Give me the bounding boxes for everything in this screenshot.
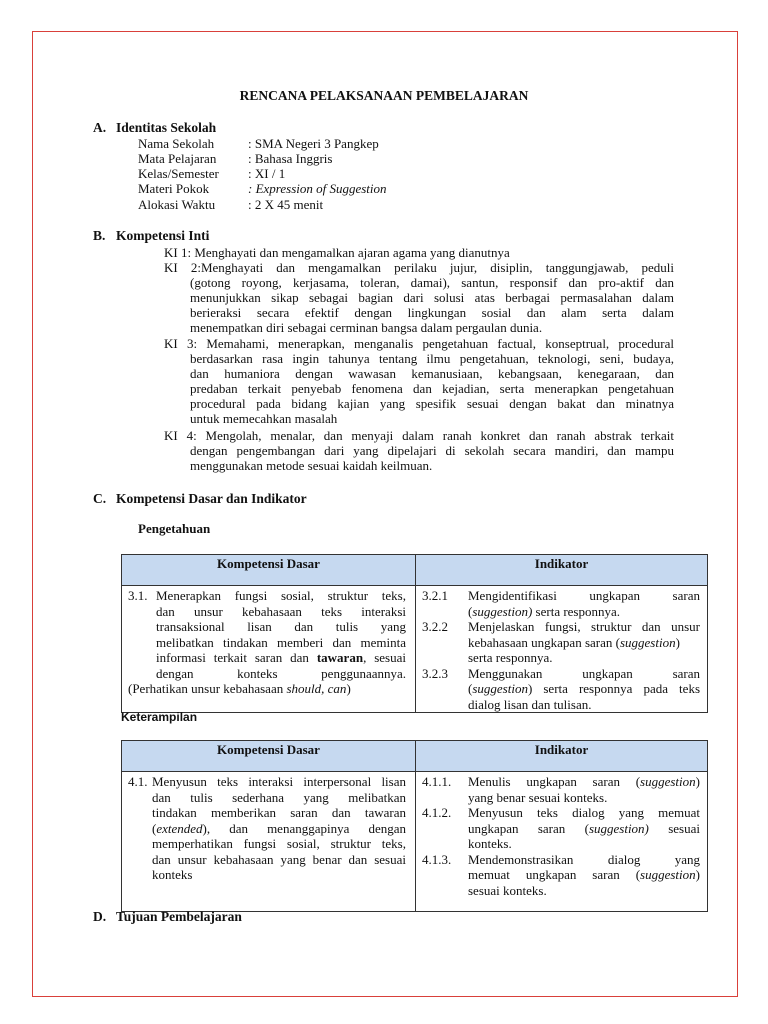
- kd-line: memperhatikan fungsi sosial, struktur teks,: [152, 836, 406, 851]
- indicator-text: memuat ungkapan saran (: [468, 867, 641, 882]
- kd-text: informasi terkait saran dan: [156, 650, 317, 665]
- ki-3-line: dan humaniora dengan wawasan kemanusiaan, kebangsaan, kenegaraan, dan: [190, 366, 674, 381]
- indicator-number: 3.2.2: [422, 619, 448, 634]
- indicator-line: [468, 867, 700, 883]
- indicator-italic-text: suggestion): [472, 603, 533, 619]
- kd-line: transaksional lisan dan tulis yang: [156, 619, 406, 634]
- kd-italic-text: extended: [156, 820, 203, 836]
- indicator-line: Mendemonstrasikan dialog yang: [468, 851, 700, 867]
- indicator-text: ): [675, 634, 680, 650]
- indicator-text: kebahasaan ungkapan saran (: [468, 634, 620, 650]
- section-d-number: D.: [93, 909, 107, 924]
- kd-line: melibatkan tindakan memberi dan meminta: [156, 634, 406, 650]
- indicator-line: Menggunakan ungkapan saran: [468, 665, 700, 681]
- indicator-line: Menjelaskan fungsi, struktur dan unsur: [468, 619, 700, 634]
- ki-3-line: KI 3: Memahami, menerapkan, menganalis pengetahuan factual, konseptrual, procedural: [164, 336, 674, 351]
- ki-3-line: predaban terkait penyebab fenomena dan kejadian, serta menerapkan pengetahuan: [190, 381, 674, 396]
- section-b-title: Kompetensi Inti: [116, 228, 210, 243]
- indicator-line: Menyusun teks dialog yang memuat: [468, 805, 700, 820]
- indicator-line: [468, 821, 700, 837]
- indicator-number: 3.2.1: [422, 588, 448, 603]
- value-materi-pokok: : Expression of Suggestion: [248, 181, 387, 196]
- ki-2: [164, 260, 674, 335]
- kd-line: [156, 650, 406, 666]
- ki-3: [164, 336, 674, 426]
- indicator-line: [468, 774, 700, 790]
- indicator-text: (: [468, 603, 473, 619]
- kd-line: dan unsur kebahasaan yang benar dan sesuai: [152, 851, 406, 867]
- kd-line: dan tulis sederhana yang melibatkan: [152, 789, 406, 805]
- indicator-italic-text: suggestion: [640, 774, 696, 789]
- kd-bold-text: tawaran: [316, 650, 364, 665]
- indicator-cell: [416, 586, 708, 713]
- keterampilan-label: Keterampilan: [121, 710, 198, 724]
- indicator-text: ungkapan saran (: [468, 820, 589, 836]
- table-row: [122, 772, 708, 912]
- section-a-heading: [93, 120, 216, 135]
- indicator-italic-text: suggestion: [472, 681, 528, 696]
- label-materi-pokok: Materi Pokok: [138, 181, 210, 196]
- ki-3-line: procedural pada bidang kajian yang spesifik sesuai dengan bakat dan minatnya: [190, 396, 674, 411]
- ki-1: [164, 245, 674, 260]
- ki-4-line: menggunakan metode sesuai kaidah keilmuan.: [190, 458, 433, 473]
- indicator-text: sesuai: [648, 820, 700, 836]
- table-header-row: [122, 555, 708, 586]
- label-kelas-semester: Kelas/Semester: [138, 166, 219, 181]
- kd-line: [152, 821, 406, 837]
- ki-4-line: dengan pengembangan dari yang dipelajari di sekolah secara mandiri, dan mampu: [190, 443, 674, 458]
- indicator-text: ): [695, 774, 700, 789]
- indicator-number: 3.2.3: [422, 665, 448, 681]
- indicator-text: Menulis ungkapan saran (: [468, 774, 641, 789]
- label-alokasi-waktu: Alokasi Waktu: [138, 197, 216, 212]
- label-mata-pelajaran: Mata Pelajaran: [138, 151, 217, 166]
- indicator-number: 4.1.3.: [422, 851, 452, 867]
- kd-cell: [122, 586, 416, 713]
- ki-2-line: menempatkan diri sebagai cerminan bangsa dalam pergaulan dunia.: [190, 320, 543, 335]
- section-c-number: C.: [93, 491, 107, 506]
- value-alokasi-waktu: : 2 X 45 menit: [248, 197, 324, 212]
- indicator-line: serta responnya.: [468, 650, 553, 665]
- section-b-number: B.: [93, 228, 106, 243]
- kd-text: ): [346, 681, 351, 696]
- kd-number: 3.1.: [128, 588, 148, 603]
- table-header-row: [122, 741, 708, 772]
- indicator-line: konteks.: [468, 836, 512, 851]
- section-d-title: Tujuan Pembelajaran: [116, 909, 242, 924]
- kd-line: Menerapkan fungsi sosial, struktur teks,: [156, 588, 406, 603]
- label-nama-sekolah: Nama Sekolah: [138, 136, 215, 151]
- section-d-heading: [93, 909, 242, 924]
- indicator-text: ) serta responnya pada teks: [527, 681, 700, 696]
- ki-2-line: (gotong royong, kerjasama, toleran, damai), santun, responsif dan pro-aktif dan: [190, 275, 674, 290]
- kd-line: tindakan memberikan saran dan tawaran: [152, 805, 406, 820]
- table-pengetahuan: [121, 554, 708, 713]
- indicator-number: 4.1.2.: [422, 805, 452, 820]
- indicator-line: dialog lisan dan tulisan.: [468, 696, 592, 712]
- pengetahuan-label: Pengetahuan: [138, 521, 211, 536]
- section-c-title: Kompetensi Dasar dan Indikator: [116, 491, 307, 506]
- indicator-line: [468, 604, 700, 620]
- kd-italic-text: should, can: [286, 681, 347, 696]
- kd-line: [128, 681, 409, 697]
- indicator-line: [468, 681, 700, 697]
- kd-line: dan unsur kebahasaan teks interaksi: [156, 603, 406, 619]
- indicator-text: (: [468, 681, 473, 696]
- indicator-italic-text: suggestion): [588, 820, 649, 836]
- header-kompetensi-dasar: Kompetensi Dasar: [122, 741, 416, 772]
- ki-1-line: KI 1: Menghayati dan mengamalkan ajaran agama yang dianutnya: [164, 245, 510, 260]
- header-kompetensi-dasar: Kompetensi Dasar: [122, 555, 416, 586]
- section-a-title: Identitas Sekolah: [116, 120, 217, 135]
- section-b-heading: [93, 228, 209, 243]
- ki-2-line: KI 2:Menghayati dan mengamalkan perilaku jujur, disiplin, tanggungjawab, peduli: [164, 260, 674, 275]
- indicator-line: [468, 635, 700, 651]
- indicator-italic-text: suggestion: [619, 634, 676, 650]
- ki-3-line: berdasarkan rasa ingin tahunya tentang ilmu pengetahuan, teknologi, seni, budaya,: [190, 351, 674, 366]
- ki-2-line: berieraksi secara efektif dengan lingkungan sosial dan alam serta dalam: [190, 305, 674, 320]
- kd-text: , sesuai: [363, 650, 406, 665]
- ki-4: [164, 428, 674, 473]
- document-title: RENCANA PELAKSANAAN PEMBELAJARAN: [239, 88, 529, 103]
- value-kelas-semester: : XI / 1: [248, 166, 286, 181]
- header-indikator: Indikator: [416, 741, 708, 772]
- kd-text: (Perhatikan unsur kebahasaan: [128, 681, 287, 696]
- table-row: [122, 586, 708, 713]
- ki-2-line: menunjukkan sikap sebagai bagian dari solusi atas berbagai permasalahan dalam: [190, 290, 674, 305]
- ki-4-line: KI 4: Mengolah, menalar, dan menyaji dalam ranah konkret dan ranah abstrak terkait: [164, 428, 674, 443]
- value-nama-sekolah: : SMA Negeri 3 Pangkep: [248, 136, 379, 151]
- kd-number: 4.1.: [128, 774, 148, 789]
- indicator-cell: [416, 772, 708, 912]
- kd-line: konteks: [152, 867, 193, 882]
- ki-3-line: untuk memecahkan masalah: [190, 411, 338, 426]
- kd-cell: [122, 772, 416, 912]
- value-mata-pelajaran: : Bahasa Inggris: [248, 151, 333, 166]
- table-keterampilan: [121, 740, 708, 912]
- kd-line: dengan konteks penggunaannya.: [156, 665, 406, 681]
- indicator-line: sesuai konteks.: [468, 882, 547, 898]
- kd-text: (: [152, 820, 157, 836]
- indicator-text: ): [695, 867, 700, 882]
- indicator-number: 4.1.1.: [422, 774, 452, 789]
- indicator-line: Mengidentifikasi ungkapan saran: [468, 588, 700, 603]
- section-c-heading: [93, 491, 307, 506]
- kd-text: ), dan menanggapinya dengan: [202, 820, 406, 836]
- kd-line: Menyusun teks interaksi interpersonal lisan: [152, 774, 406, 789]
- indicator-italic-text: suggestion: [640, 867, 696, 882]
- indicator-line: yang benar sesuai konteks.: [468, 789, 608, 805]
- section-a-number: A.: [93, 120, 107, 135]
- header-indikator: Indikator: [416, 555, 708, 586]
- indicator-text: serta responnya.: [532, 603, 621, 619]
